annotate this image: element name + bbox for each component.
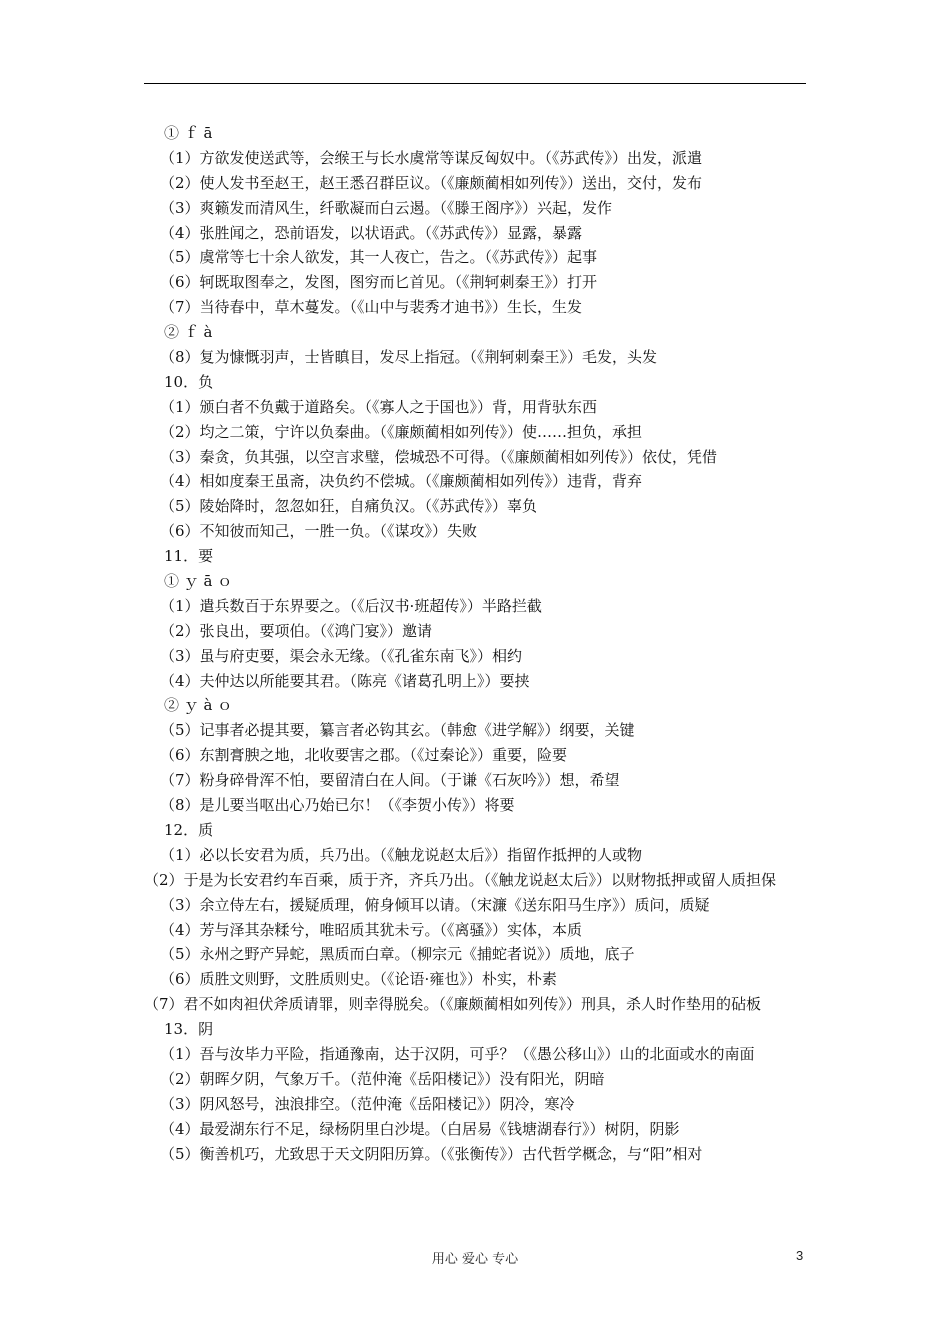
text-line: （6）不知彼而知己，一胜一负。（《谋攻》）失败 [160, 522, 478, 541]
text-line: （6）质胜文则野，文胜质则史。（《论语·雍也》）朴实，朴素 [160, 970, 557, 989]
text-line: ① ｆ ā [164, 124, 213, 142]
text-line: （2）于是为长安君约车百乘，质于齐，齐兵乃出。（《触龙说赵太后》）以财物抵押或留人质担保 [144, 870, 777, 889]
text-line: （5）虞常等七十余人欲发，其一人夜亡，告之。（《苏武传》）起事 [160, 248, 598, 267]
text-line: （4）相如度秦王虽斋，决负约不偿城。（《廉颇蔺相如列传》）违背，背弃 [160, 472, 643, 491]
text-line: （2）张良出，要项伯。（《鸿门宴》）邀请 [160, 621, 433, 640]
text-line: （5）永州之野产异蛇，黑质而白章。（柳宗元《捕蛇者说》）质地，底子 [160, 945, 635, 964]
text-line: （3）阴风怒号，浊浪排空。（范仲淹《岳阳楼记》）阴冷，寒冷 [160, 1094, 575, 1113]
text-line: （3）虽与府吏要，渠会永无缘。（《孔雀东南飞》）相约 [160, 646, 523, 665]
text-line: 11．要 [164, 547, 214, 566]
text-line: （6）东割膏腴之地，北收要害之郡。（《过秦论》）重要，险要 [160, 746, 568, 765]
text-line: （4）张胜闻之，恐前语发，以状语武。（《苏武传》）显露，暴露 [160, 223, 583, 242]
footer-slogan: 用心 爱心 专心 [431, 1252, 519, 1267]
text-line: （7）君不如肉袒伏斧质请罪，则幸得脱矣。（《廉颇蔺相如列传》）刑具，杀人时作垫用的砧板 [144, 995, 762, 1014]
text-line: （3）秦贪，负其强，以空言求璧，偿城恐不可得。（《廉颇蔺相如列传》）依仗，凭借 [160, 447, 718, 466]
text-line: （2）朝晖夕阴，气象万千。（范仲淹《岳阳楼记》）没有阳光，阴暗 [160, 1069, 605, 1088]
text-line: 10．负 [164, 372, 214, 391]
text-line: （3）余立侍左右，援疑质理，俯身倾耳以请。（宋濂《送东阳马生序》）质问，质疑 [160, 895, 710, 914]
text-line: （5）衡善机巧，尤致思于天文阴阳历算。（《张衡传》）古代哲学概念，与“阳”相对 [160, 1144, 703, 1163]
text-line: （2）均之二策，宁许以负秦曲。（《廉颇蔺相如列传》）使……担负，承担 [160, 422, 643, 441]
text-line: （2）使人发书至赵王，赵王悉召群臣议。（《廉颇蔺相如列传》）送出，交付，发布 [160, 173, 703, 192]
text-line: ① ｙ ā ｏ [164, 572, 233, 591]
document-body [144, 121, 806, 1166]
text-line: （3）爽籁发而清风生，纤歌凝而白云遏。（《滕王阁序》）兴起，发作 [160, 198, 613, 217]
header-rule [144, 83, 806, 84]
text-line: （8）复为慷慨羽声，士皆瞋目，发尽上指冠。（《荆轲刺秦王》）毛发，头发 [160, 348, 658, 367]
text-line: （1）颁白者不负戴于道路矣。（《寡人之于国也》）背，用背驮东西 [160, 397, 598, 416]
text-line: 12．质 [164, 820, 214, 839]
text-line: （7）当待春中，草木蔓发。（《山中与裴秀才迪书》）生长，生发 [160, 298, 583, 317]
text-line: （7）粉身碎骨浑不怕，要留清白在人间。（于谦《石灰吟》）想，希望 [160, 771, 620, 790]
text-line: ② ｙ à ｏ [164, 696, 233, 715]
text-line: （6）轲既取图奉之，发图，图穷而匕首见。（《荆轲刺秦王》）打开 [160, 273, 598, 292]
text-line: （4）最爱湖东行不足，绿杨阴里白沙堤。（白居易《钱塘湖春行》）树阴，阴影 [160, 1119, 680, 1138]
text-line: （8）是儿要当呕出心乃始已尔！（《李贺小传》）将要 [160, 796, 515, 815]
text-line: （4）夫仲达以所能要其君。（陈亮《诸葛孔明上》）要挟 [160, 671, 530, 690]
text-line: （4）芳与泽其杂糅兮，唯昭质其犹未亏。（《离骚》）实体，本质 [160, 920, 583, 939]
page-number: 3 [796, 1248, 804, 1263]
text-line: （1）吾与汝毕力平险，指通豫南，达于汉阴，可乎？（《愚公移山》）山的北面或水的南面 [160, 1044, 755, 1063]
text-line: （5）记事者必提其要，纂言者必钩其玄。（韩愈《进学解》）纲要，关键 [160, 721, 635, 740]
text-line: ② ｆ à [164, 323, 213, 342]
text-line: （1）方欲发使送武等，会缑王与长水虞常等谋反匈奴中。（《苏武传》）出发，派遣 [160, 148, 703, 167]
text-line: 13．阴 [164, 1020, 214, 1039]
text-line: （5）陵始降时，忽忽如狂，自痛负汉。（《苏武传》）辜负 [160, 497, 538, 516]
text-line: （1）遣兵数百于东界要之。（《后汉书·班超传》）半路拦截 [160, 596, 542, 615]
text-line: （1）必以长安君为质，兵乃出。（《触龙说赵太后》）指留作抵押的人或物 [160, 845, 643, 864]
